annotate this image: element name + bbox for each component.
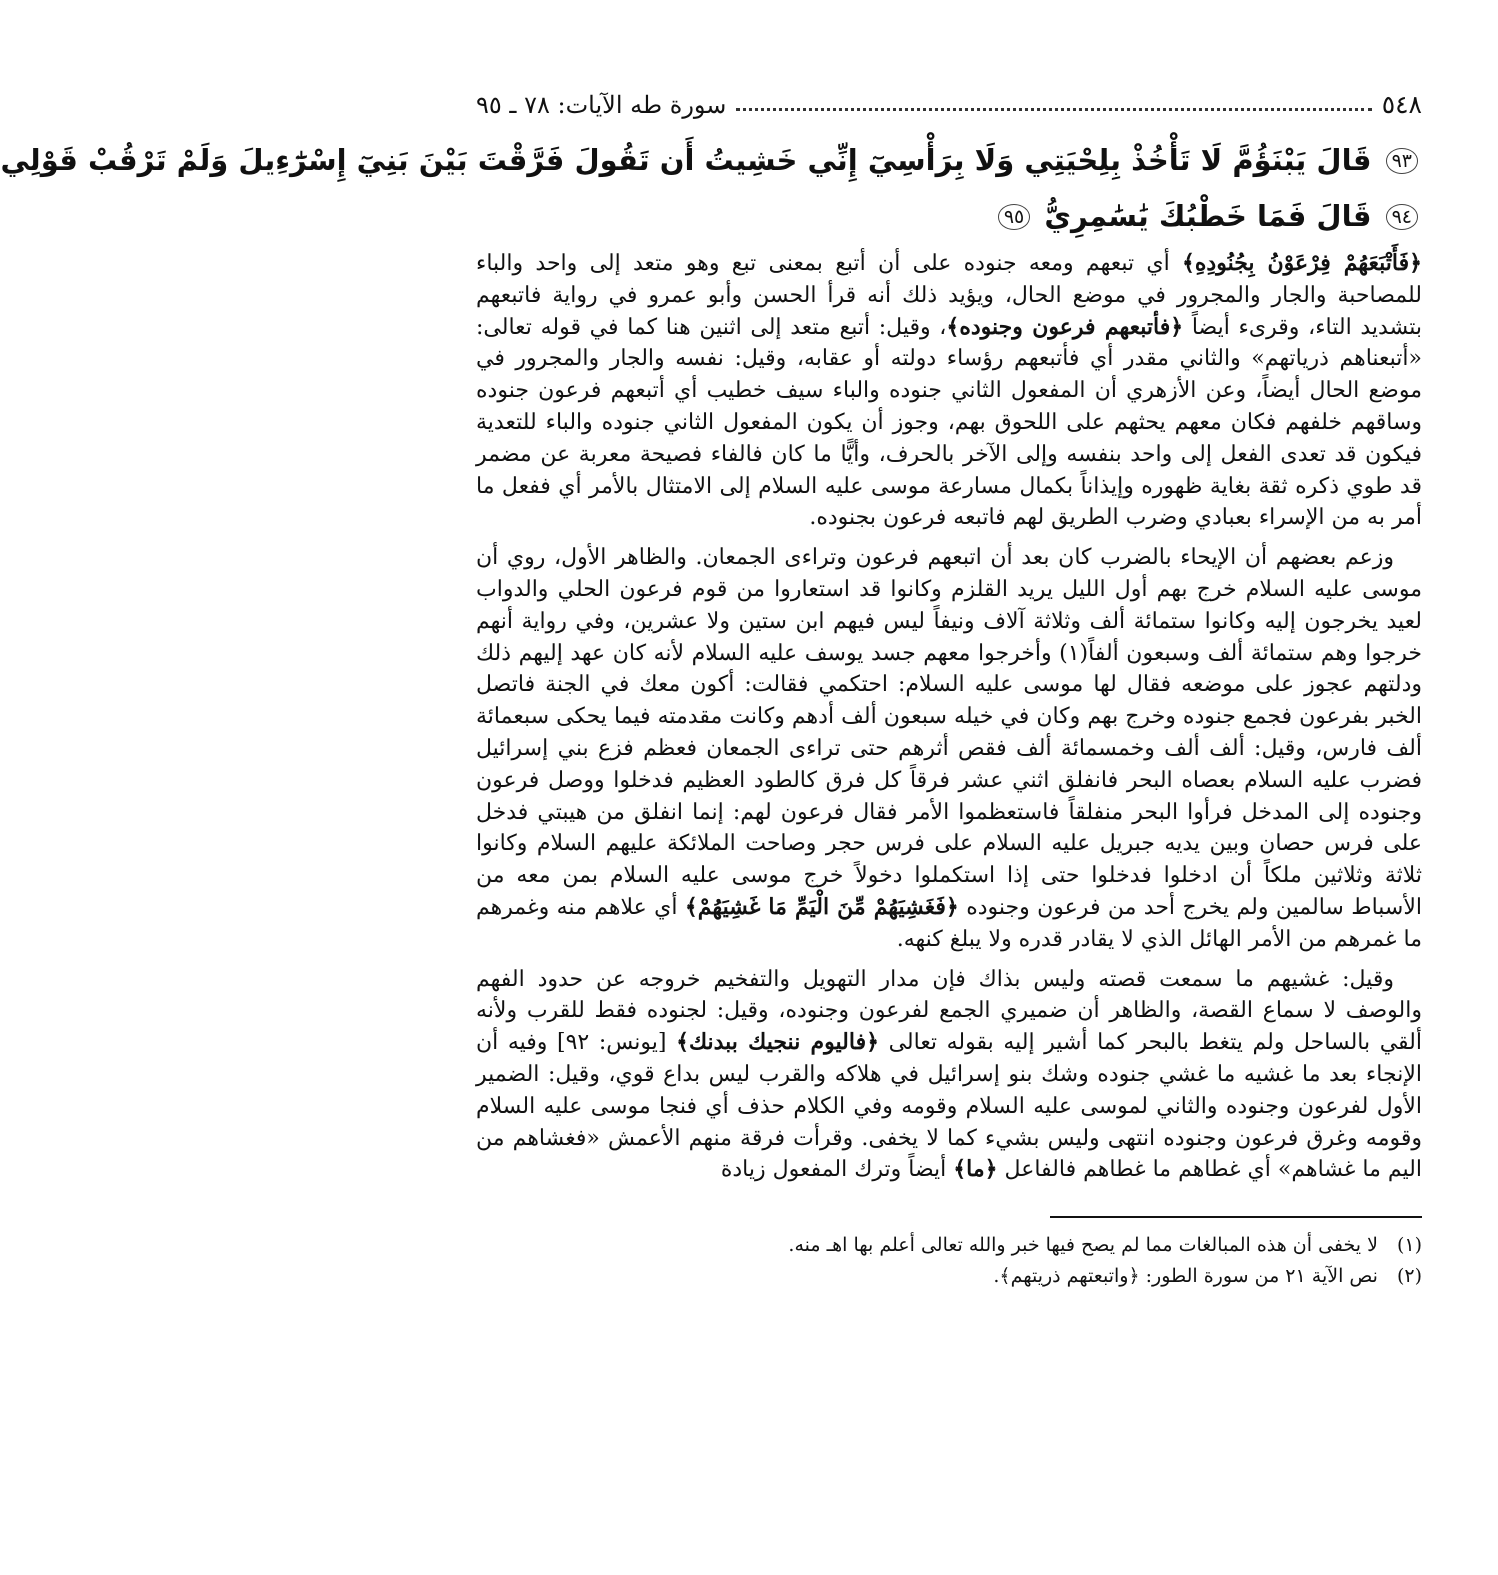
footnote-text: نص الآية ٢١ من سورة الطور: ﴿واتبعتهم ذريتهم﴾.: [993, 1265, 1378, 1288]
verse-number-95: ٩٥: [998, 204, 1030, 230]
header-dot-leader: [736, 108, 1371, 111]
verse-text: قَالَ فَمَا خَطْبُكَ يَٰسَٰمِرِيُّ: [1044, 199, 1372, 233]
surah-info-text: سورة طه الآيات: ٧٨ ـ ٩٥: [476, 91, 727, 119]
text-run: أيضاً وترك المفعول زيادة: [720, 1157, 954, 1183]
paragraph-1: [476, 248, 1422, 534]
commentary-text: [476, 248, 1422, 1186]
footnotes: [476, 1230, 1422, 1292]
page-header: [476, 86, 1422, 124]
footnote-text: لا يخفى أن هذه المبالغات مما لم يصح فيها خبر والله تعالى أعلم بها اهـ منه.: [788, 1234, 1378, 1257]
quran-citation: ﴿فأتبعهم فرعون وجنوده﴾: [946, 313, 1184, 340]
footnote-2: [476, 1261, 1422, 1292]
text-run: أي تبعهم ومعه جنوده على أن أتبع بمعنى تبع وهو متعد إلى واحد والباء للمصاحبة والجار والمجرور في موضع الحال، ويؤيد ذلك أنه قرأ الحسن وأبو عمرو في رواية فاتبعهم بتشديد التاء، وقرىء أيضاً: [476, 251, 1422, 340]
verse-text: قَالَ يَبْنَؤُمَّ لَا تَأْخُذْ بِلِحْيَتِي وَلَا بِرَأْسِيٓ إِنِّي خَشِيتُ أَن تَقُولَ فَرَّقْتَ بَيْنَ بَنِيٓ إِسْرَٰٓءِيلَ وَلَمْ تَرْقُبْ قَوْلِي: [0, 143, 1372, 177]
footnote-separator: [1050, 1216, 1422, 1218]
quran-citation: ﴿ما﴾: [953, 1156, 998, 1183]
text-run: وقيل: غشيهم ما سمعت قصته وليس بذاك فإن مدار التهويل والتفخيم خروجه عن حدود الفهم والوصف لا سماع القصة، والظاهر أن ضميري الجمع لفرعون وجنوده، وقيل: لجنوده فقط للقرب ولأنه ألقي بالساحل ولم يتغط بالبحر كما أشير إليه بقوله تعالى: [476, 966, 1422, 1056]
quran-citation: ﴿فَغَشِيَهُمْ مِّنَ الْيَمِّ مَا غَشِيَهُمْ﴾: [684, 893, 959, 920]
surah-info: [476, 89, 726, 121]
page-number: ٥٤٨: [1381, 90, 1422, 119]
quran-citation: ﴿فَأَتْبَعَهُمْ فِرْعَوْنُ بِجُنُودِهِ﴾: [1181, 250, 1422, 276]
text-run: وزعم بعضهم أن الإيحاء بالضرب كان بعد أن اتبعهم فرعون وتراءى الجمعان. والظاهر الأول، روي أن موسى عليه السلام خرج بهم أول الليل يريد القلزم وكانوا قد استعاروا من قوم فرعون الحلي والدواب لعيد يخرجون إليه وكانوا ستمائة ألف وثلاثة آلاف ونيفاً ليس فيهم ابن ستين ولا عشرين، وفي رواية أنهم خرجوا وهم ستمائة ألف وسبعون ألفاً(١) وأخرجوا معهم جسد يوسف عليه السلام لأنه كان عهد إليهم ذلك ودلتهم عجوز على موضعه فقال لها موسى عليه السلام: احتكمي فقالت: أكون معك في الجنة فاتصل الخبر بفرعون فجمع جنوده وخرج بهم وكان في خيله سبعون ألف أدهم وكانت مقدمته فيما يحكى سبعمائة ألف فارس، وقيل: ألف ألف وخمسمائة ألف فقص أثرهم حتى تراءى الجمعان فعظم فزع بني إسرائيل فضرب عليه السلام بعصاه البحر فانفلق اثني عشر فرقاً كل فرق كالطود العظيم فدخلوا ووصل فرعون وجنوده إلى المدخل فرأوا البحر منفلقاً فاستعظموا الأمر فقال فرعون لهم: إنما انفلق من هيبتي فدخل على فرس حصان وبين يديه جبريل عليه السلام على فرس حجر وصاحت الملائكة عليهم السلام وكانوا ثلاثة وثلاثين ملكاً أن ادخلوا فدخلوا حتى إذا استكملوا دخولاً خرج موسى عليه السلام بمن معه من الأسباط سالمين ولم يخرج أحد من فرعون وجنوده: [476, 545, 1423, 920]
paragraph-3: [476, 964, 1422, 1187]
paragraph-2: [476, 542, 1422, 955]
text-run: أي علاهم منه وغمرهم ما غمرهم من الأمر الهائل الذي لا يقادر قدره ولا يبلغ كنهه.: [476, 894, 1422, 952]
footnote-number: (١): [1396, 1234, 1422, 1257]
quran-citation: ﴿فاليوم ننجيك ببدنك﴾: [676, 1029, 879, 1056]
verse-line-94: [476, 188, 1422, 244]
verse-line-93: [0, 132, 1422, 188]
quran-verses: [0, 132, 1422, 244]
document-page: [0, 86, 1423, 1556]
verse-number-93: ٩٣: [1386, 148, 1418, 174]
text-run: ، وقيل: أتبع متعد إلى اثنين هنا كما في قوله تعالى: «أتبعناهم ذرياتهم» والثاني مقدر أي فأتبعهم رؤساء دولته أو عقابه، وقيل: نفسه والجار والمجرور في موضع الحال أيضاً، وعن الأزهري أن المفعول الثاني جنوده والباء سيف خطيب أي أتبعهم فرعون جنوده وساقهم خلفهم فكان معهم يحثهم على اللحوق بهم، وجوز أن يكون المفعول الثاني جنوده والباء للتعدية فيكون قد تعدى الفعل إلى واحد بنفسه وإلى الآخر بالحرف، وأيًّا ما كان فالفاء فصيحة معربة عن مضمر قد طوي ذكره ثقة بغاية ظهوره وإيذاناً بكمال مسارعة موسى عليه السلام إلى الامتثال بالأمر أي ففعل ما أمر به من الإسراء بعبادي وضرب الطريق لهم فاتبعه فرعون بجنوده.: [476, 314, 1422, 531]
verse-number-94: ٩٤: [1386, 204, 1418, 230]
footnote-number: (٢): [1396, 1265, 1422, 1288]
text-run: [يونس: ٩٢] وفيه أن الإنجاء بعد ما غشيه ما غشي جنوده وشك بنو إسرائيل في هلاكه والقرب ليس بداع قوي، وقيل: الضمير الأول لفرعون وجنوده والثاني لموسى عليه السلام وقومه وفي الكلام حذف أي فنجا موسى عليه السلام وقومه وغرق فرعون وجنوده انتهى وليس بشيء كما لا يخفى. وقرأت فرقة منهم الأعمش «فغشاهم من اليم ما غشاهم» أي غطاهم ما غطاهم فالفاعل: [476, 1030, 1422, 1183]
footnote-1: [476, 1230, 1422, 1261]
